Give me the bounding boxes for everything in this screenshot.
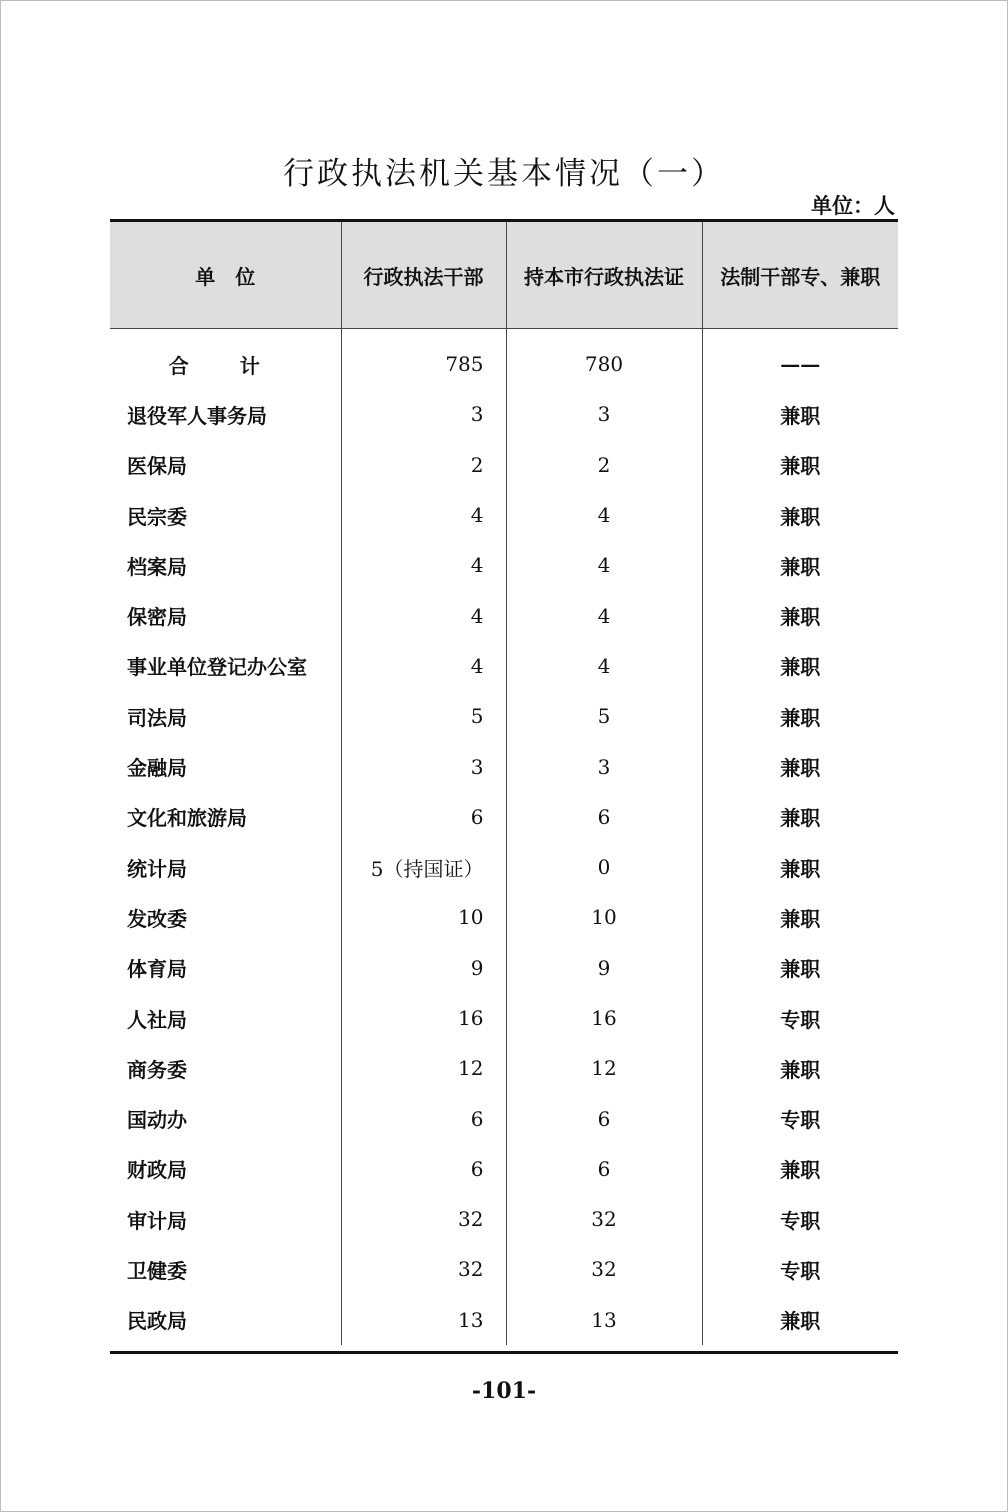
certified-cell: 3 [506, 389, 702, 439]
cadres-cell: 5（持国证） [341, 842, 506, 892]
certified-cell: 6 [506, 1144, 702, 1194]
page-title: 行政执法机关基本情况（一） [283, 156, 725, 192]
post-cell: 专职 [702, 1244, 898, 1294]
certified-cell: 0 [506, 842, 702, 892]
table-row [110, 641, 898, 691]
total-post: —— [702, 329, 898, 390]
unit-cell: 民政局 [127, 1309, 187, 1334]
certified-cell: 6 [506, 792, 702, 842]
table-row [110, 792, 898, 842]
certified-cell: 32 [506, 1244, 702, 1294]
unit-cell: 人社局 [127, 1007, 187, 1032]
unit-cell: 退役军人事务局 [127, 403, 267, 428]
cadres-cell: 4 [341, 641, 506, 691]
certified-cell: 4 [506, 540, 702, 590]
unit-cell: 金融局 [127, 756, 187, 781]
unit-cell: 医保局 [127, 454, 187, 479]
total-label: 合 计 [168, 353, 282, 378]
table-row [110, 842, 898, 892]
table-row [110, 1093, 898, 1143]
column-header-certified: 持本市行政执法证 [506, 222, 702, 329]
cadres-cell: 9 [341, 943, 506, 993]
unit-cell: 体育局 [127, 957, 187, 982]
cadres-cell: 5 [341, 691, 506, 741]
certified-cell: 6 [506, 1093, 702, 1143]
post-cell: 兼职 [702, 842, 898, 892]
certified-cell: 2 [506, 440, 702, 490]
post-cell: 兼职 [702, 741, 898, 791]
post-cell: 专职 [702, 1194, 898, 1244]
unit-cell: 司法局 [127, 705, 187, 730]
table-row [110, 1194, 898, 1244]
table-row [110, 540, 898, 590]
certified-cell: 10 [506, 892, 702, 942]
post-cell: 兼职 [702, 691, 898, 741]
post-cell: 兼职 [702, 943, 898, 993]
column-header-unit: 单 位 [110, 222, 341, 329]
cadres-cell: 3 [341, 389, 506, 439]
table-row [110, 389, 898, 439]
post-cell: 兼职 [702, 1144, 898, 1194]
table-header-row [110, 222, 898, 329]
cadres-cell: 4 [341, 490, 506, 540]
post-cell: 专职 [702, 993, 898, 1043]
certified-cell: 3 [506, 741, 702, 791]
certified-cell: 4 [506, 641, 702, 691]
cadres-cell: 3 [341, 741, 506, 791]
unit-cell: 卫健委 [127, 1258, 187, 1283]
statistics-table [110, 219, 898, 1354]
post-cell: 兼职 [702, 490, 898, 540]
cadres-cell: 10 [341, 892, 506, 942]
post-cell: 专职 [702, 1093, 898, 1143]
post-cell: 兼职 [702, 590, 898, 640]
unit-cell: 保密局 [127, 605, 187, 630]
post-cell: 兼职 [702, 641, 898, 691]
table-row [110, 1043, 898, 1093]
cadres-cell: 2 [341, 440, 506, 490]
certified-cell: 12 [506, 1043, 702, 1093]
table-row [110, 691, 898, 741]
cadres-cell: 4 [341, 540, 506, 590]
cadres-cell: 32 [341, 1194, 506, 1244]
total-certified: 780 [506, 329, 702, 390]
table-row [110, 892, 898, 942]
unit-cell: 统计局 [127, 856, 187, 881]
post-cell: 兼职 [702, 389, 898, 439]
table-row-total [110, 329, 898, 390]
certified-cell: 5 [506, 691, 702, 741]
table-row [110, 741, 898, 791]
certified-cell: 32 [506, 1194, 702, 1244]
post-cell: 兼职 [702, 1043, 898, 1093]
post-cell: 兼职 [702, 792, 898, 842]
cadres-cell: 13 [341, 1295, 506, 1345]
table-row [110, 490, 898, 540]
post-cell: 兼职 [702, 440, 898, 490]
cadres-cell: 16 [341, 993, 506, 1043]
unit-cell: 国动办 [127, 1108, 187, 1133]
post-cell: 兼职 [702, 540, 898, 590]
unit-note: 单位：人 [811, 193, 895, 218]
table-row [110, 943, 898, 993]
table-row [110, 440, 898, 490]
cadres-cell: 32 [341, 1244, 506, 1294]
certified-cell: 16 [506, 993, 702, 1043]
table-row [110, 1244, 898, 1294]
certified-cell: 4 [506, 490, 702, 540]
certified-cell: 4 [506, 590, 702, 640]
cadres-cell: 6 [341, 1144, 506, 1194]
table-row [110, 1295, 898, 1345]
unit-cell: 民宗委 [127, 504, 187, 529]
cadres-cell: 4 [341, 590, 506, 640]
cadres-cell: 6 [341, 1093, 506, 1143]
page-number: -101- [471, 1378, 537, 1404]
total-cadres: 785 [341, 329, 506, 390]
unit-cell: 审计局 [127, 1208, 187, 1233]
unit-cell: 发改委 [127, 906, 187, 931]
certified-cell: 13 [506, 1295, 702, 1345]
table-row [110, 590, 898, 640]
cadres-cell: 12 [341, 1043, 506, 1093]
unit-cell: 事业单位登记办公室 [127, 655, 307, 680]
unit-cell: 商务委 [127, 1057, 187, 1082]
column-header-cadres: 行政执法干部 [341, 222, 506, 329]
table-row [110, 1144, 898, 1194]
certified-cell: 9 [506, 943, 702, 993]
column-header-post: 法制干部专、兼职 [702, 222, 898, 329]
cadres-cell: 6 [341, 792, 506, 842]
table-row [110, 993, 898, 1043]
unit-cell: 档案局 [127, 554, 187, 579]
unit-cell: 文化和旅游局 [127, 806, 247, 831]
post-cell: 兼职 [702, 1295, 898, 1345]
unit-cell: 财政局 [127, 1158, 187, 1183]
post-cell: 兼职 [702, 892, 898, 942]
